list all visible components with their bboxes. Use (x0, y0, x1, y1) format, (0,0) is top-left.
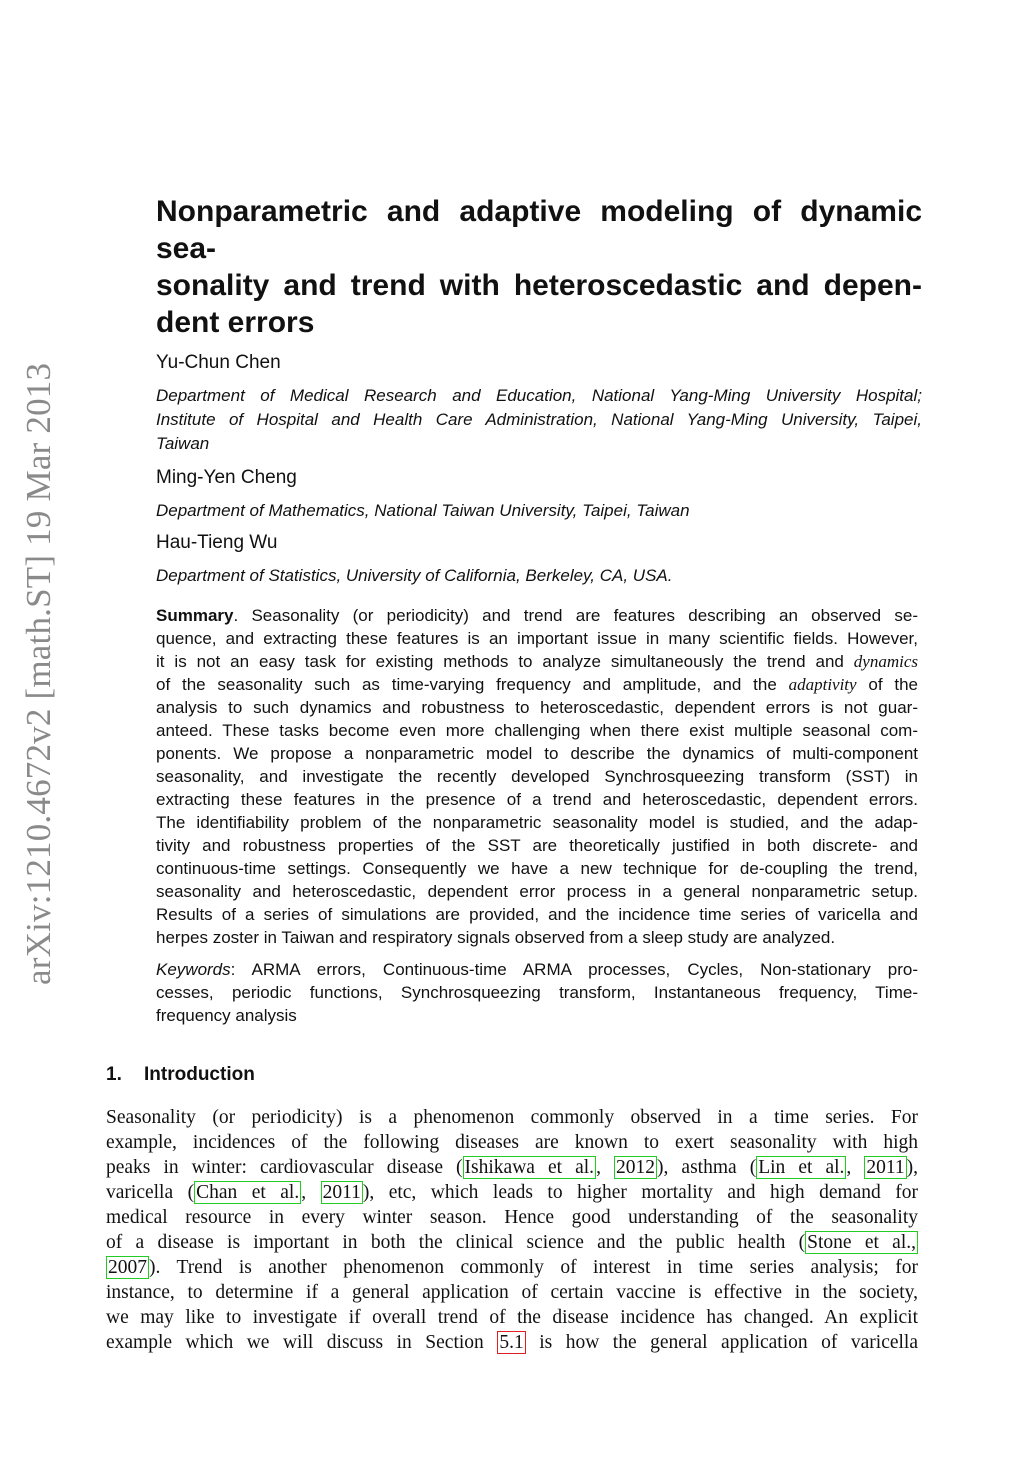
body-line (106, 1230, 918, 1255)
body-text: peaks in winter: cardiovascular disease ( (106, 1157, 463, 1178)
body-line: example, incidences of the following diseases are known to exert seasonality with high (106, 1132, 918, 1153)
title-line: dent errors (156, 306, 315, 339)
summary-line: herpes zoster in Taiwan and respiratory signals observed from a sleep study are analyzed. (156, 928, 836, 947)
introduction-paragraph (106, 1105, 918, 1355)
body-text: ), etc, which leads to higher mortality and high demand for (362, 1182, 919, 1203)
keywords-line (156, 958, 918, 981)
body-line: we may like to investigate if overall trend of the disease incidence has changed. An explicit (106, 1307, 918, 1328)
abstract-summary (156, 604, 918, 949)
citation-link[interactable]: Stone et al., (807, 1232, 916, 1253)
citation-link[interactable]: Ishikawa et al. (464, 1157, 595, 1178)
math-term-adaptivity: adaptivity (788, 675, 857, 694)
author-name: Yu-Chun Chen (156, 352, 281, 373)
citation-link[interactable]: 2011 (866, 1157, 905, 1178)
body-text: ), asthma ( (657, 1157, 757, 1178)
citation-link[interactable]: 2012 (616, 1157, 655, 1178)
summary-text: it is not an easy task for existing methods to analyze simultaneously the trend and (156, 652, 854, 671)
keywords-line: cesses, periodic functions, Synchrosqueezing transform, Instantaneous frequency, Time- (156, 983, 918, 1002)
math-term-dynamics: dynamics (853, 652, 918, 671)
summary-label: Summary (156, 606, 234, 625)
title-line: sonality and trend with heteroscedastic and depen- (156, 269, 922, 302)
body-line: peaks in winter: cardiovascular disease ( Ishikawa et al. , 2012 ), asthma ( Lin et al. , 2011 ), (106, 1157, 918, 1178)
affiliation-line: Department of Medical Research and Education, National Yang-Ming University Hospital; (156, 386, 922, 405)
summary-line: seasonality, and investigate the recently developed Synchrosqueezing transform (SST) in (156, 767, 918, 786)
summary-line: Results of a series of simulations are provided, and the incidence time series of varicella and (156, 905, 918, 924)
body-line: varicella ( Chan et al. , 2011 ), etc, which leads to higher mortality and high demand for (106, 1182, 919, 1203)
body-text: ), (906, 1157, 918, 1178)
section-number: 1. (106, 1064, 122, 1085)
author-affiliation (156, 384, 922, 456)
summary-line: analysis to such dynamics and robustness to heteroscedastic, dependent errors is not guar- (156, 698, 918, 717)
summary-line: The identifiability problem of the nonparametric seasonality model is studied, and the adap- (156, 813, 918, 832)
author-affiliation (156, 499, 922, 523)
summary-line (156, 650, 918, 673)
summary-line: continuous-time settings. Consequently we have a new technique for de-coupling the trend, (156, 859, 918, 878)
body-text: is how the general application of varicella (525, 1332, 918, 1353)
body-text: ). Trend is another phenomenon commonly of interest in time series analysis; for (149, 1257, 918, 1278)
citation-link[interactable]: 2007 (108, 1257, 147, 1278)
affiliation-line: Taiwan (156, 434, 210, 453)
author-name: Hau-Tieng Wu (156, 532, 278, 553)
affiliation-line: Department of Statistics, University of California, Berkeley, CA, USA. (156, 566, 673, 585)
summary-line: tivity and robustness properties of the SST are theoretically justified in both discrete- and (156, 836, 918, 855)
keywords-label: Keywords (156, 960, 231, 979)
summary-line: ponents. We propose a nonparametric model to describe the dynamics of multi-component (156, 744, 918, 763)
author-name: Ming-Yen Cheng (156, 467, 297, 488)
keywords-block (156, 958, 918, 1027)
paper-title (156, 193, 922, 341)
arxiv-identifier-stamp: arXiv:1210.4672v2 [math.ST] 19 Mar 2013 (19, 362, 58, 985)
section-title: Introduction (144, 1064, 255, 1085)
summary-text: of the seasonality such as time-varying frequency and amplitude, and the (156, 675, 789, 694)
body-text: varicella ( (106, 1182, 195, 1203)
body-line: Seasonality (or periodicity) is a phenomenon commonly observed in a time series. For (106, 1107, 918, 1128)
affiliation-line: Department of Mathematics, National Taiwan University, Taipei, Taiwan (156, 501, 690, 520)
summary-line: extracting these features in the presence of a trend and heteroscedastic, dependent errors. (156, 790, 918, 809)
summary-text: . Seasonality (or periodicity) and trend are features describing an observed se- (233, 606, 918, 625)
author-affiliation (156, 564, 922, 588)
citation-link[interactable]: Chan et al. (196, 1182, 300, 1203)
summary-line (156, 673, 918, 696)
body-line (106, 1255, 918, 1280)
body-line: instance, to determine if a general application of certain vaccine is effective in the society, (106, 1282, 918, 1303)
section-reference-link[interactable]: 5.1 (499, 1332, 524, 1353)
affiliation-line: Institute of Hospital and Health Care Administration, National Yang-Ming University, Taipei, (156, 410, 922, 429)
section-heading (106, 1064, 255, 1086)
keywords-text: : ARMA errors, Continuous-time ARMA processes, Cycles, Non-stationary pro- (230, 960, 918, 979)
summary-text: of the (856, 675, 918, 694)
summary-line: seasonality and heteroscedastic, dependent error process in a general nonparametric setup. (156, 882, 918, 901)
title-line: Nonparametric and adaptive modeling of dynamic sea- (156, 195, 922, 265)
summary-line: anteed. These tasks become even more challenging when there exist multiple seasonal com- (156, 721, 918, 740)
keywords-line: frequency analysis (156, 1006, 297, 1025)
body-text: of a disease is important in both the clinical science and the public health ( (106, 1232, 806, 1253)
summary-line (156, 604, 918, 627)
body-text: example which we will discuss in Section (106, 1332, 498, 1353)
body-line (106, 1330, 918, 1355)
citation-link[interactable]: Lin et al. (758, 1157, 845, 1178)
citation-link[interactable]: 2011 (322, 1182, 361, 1203)
summary-line: quence, and extracting these features is an important issue in many scientific fields. However, (156, 629, 918, 648)
body-line: medical resource in every winter season. Hence good understanding of the seasonality (106, 1207, 918, 1228)
